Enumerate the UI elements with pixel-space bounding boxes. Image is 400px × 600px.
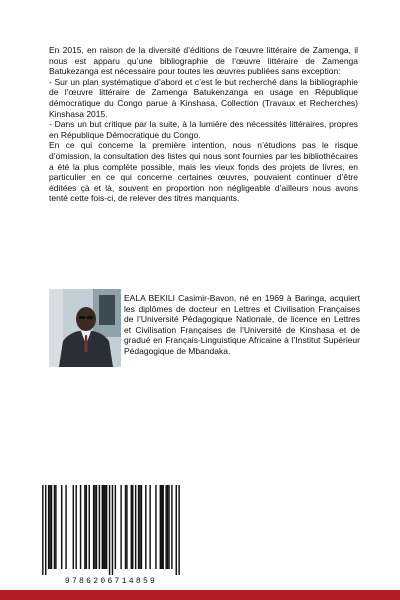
barcode-bar <box>42 485 43 575</box>
barcode-bar <box>94 485 95 569</box>
blurb-paragraph-intro: En 2015, en raison de la diversité d’éditions de l’œuvre littéraire de Zamenga, il nous est apparu qu’une bibliographie de l’œuvre littéraire de Zamenga Batukezanga est nécessaire pour toutes les œuvres publiées sans exception: <box>49 45 358 77</box>
barcode-bar <box>49 485 50 569</box>
barcode-bar <box>61 485 62 569</box>
barcode-bar <box>162 485 163 569</box>
barcode-bar <box>120 485 121 569</box>
isbn-number: 9786206714859 <box>64 577 158 586</box>
barcode-bar <box>103 485 104 569</box>
barcode-bar <box>106 485 107 569</box>
back-cover-blurb <box>49 45 358 204</box>
barcode-bar <box>102 485 103 569</box>
barcode-bar <box>149 485 150 569</box>
barcode-bar <box>161 485 162 569</box>
barcode-bar <box>168 485 169 569</box>
barcode-bar <box>73 485 74 569</box>
barcode-bar <box>171 485 172 569</box>
barcode-bar <box>135 485 136 569</box>
blurb-paragraph-critical: - Dans un but critique par la suite, à la lumière des nécessités littéraires, propres en République Démocratique du Congo. <box>49 119 358 140</box>
isbn-barcode <box>33 483 189 587</box>
blurb-paragraph-first-intention: En ce qui concerne la première intention, nous n’étudions pas le risque d’omission, la consultation des listes qui nous sont fournies par les bibliothécaires a été la plus complète possible, mais les vieux fonds des projets de livres, en particulier en ce qui concerne certaines œuvres, pouvaient continuer d’être éditées çà et là, souvent en proportion non négligeable d’ailleurs nous avons tenté cette fois-ci, de relever des titres manquants. <box>49 140 358 204</box>
barcode-bar <box>112 485 113 575</box>
barcode-bar <box>115 485 116 569</box>
barcode-bar <box>99 485 100 569</box>
barcode-bar <box>155 485 156 569</box>
footer-color-bar <box>0 590 400 600</box>
barcode-bar <box>48 485 49 569</box>
barcode-bar <box>178 485 179 575</box>
barcode-bar <box>176 485 177 575</box>
barcode-bar <box>138 485 139 569</box>
author-bio: EALA BEKILI Casimir-Bavon, né en 1969 à Baringa, acquiert les diplômes de docteur en Lettres et Civilisation Françaises de l’Université Pédagogique Nationale, de licence en Lettres et Civilisation Françaises de l’Université de Kinshasa et de gradué en Français-Linguistique Africaine à l’Institut Supérieur Pédagogique de Mbandaka. <box>124 293 360 356</box>
barcode-bar <box>65 485 66 569</box>
barcode-bar <box>93 485 94 569</box>
barcode-bar <box>86 485 87 569</box>
barcode-bar <box>132 485 133 569</box>
barcode-bar <box>165 485 166 569</box>
barcode-bar <box>167 485 168 569</box>
barcode-bar <box>75 485 76 569</box>
barcode-bar <box>51 485 52 569</box>
author-photo <box>49 289 121 367</box>
barcode-bar <box>125 485 126 569</box>
barcode-bar <box>131 485 132 569</box>
barcode-bar <box>55 485 56 569</box>
barcode-bars <box>33 483 189 575</box>
barcode-bar <box>139 485 140 569</box>
barcode-bar <box>109 485 110 575</box>
barcode-bar <box>89 485 90 569</box>
barcode-bar <box>145 485 146 569</box>
barcode-bar <box>126 485 127 569</box>
barcode-bar <box>141 485 142 569</box>
barcode-bar <box>80 485 81 569</box>
barcode-bar <box>54 485 55 569</box>
barcode-bar <box>96 485 97 569</box>
barcode-bar <box>45 485 46 575</box>
blurb-paragraph-systematic: - Sur un plan systématique d’abord et c’est le but recherché dans la bibliographie de l’œuvre littéraire de Zamenga Batukenzanga en usage en République démocratique du Congo parue à Kinshasa, Collection (Travaux et Recherches) Kinshasa 2015. <box>49 76 358 119</box>
barcode-bar <box>104 485 105 569</box>
barcode-bar <box>84 485 85 569</box>
barcode-bar <box>160 485 161 569</box>
